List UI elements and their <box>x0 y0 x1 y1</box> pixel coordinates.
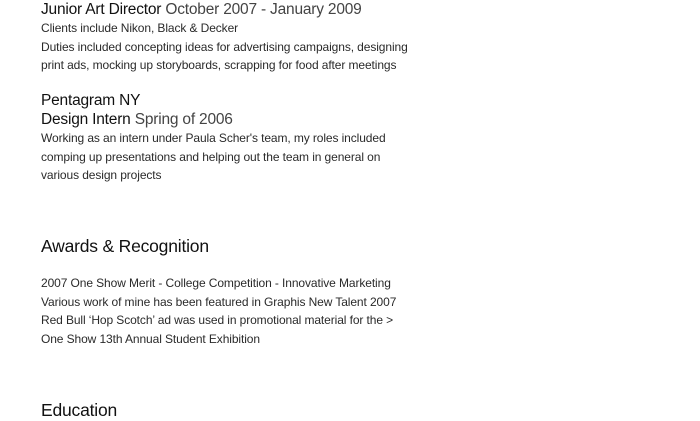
job-company: Pentagram NY <box>41 92 141 109</box>
job-line: Clients include Nikon, Black & Decker <box>41 21 239 35</box>
job-entry-junior-art-director <box>41 0 408 75</box>
job-line: various design projects <box>41 168 162 182</box>
job-line: Duties included concepting ideas for advertising campaigns, designing <box>41 39 408 54</box>
job-description <box>41 19 408 75</box>
job-period: Spring of 2006 <box>134 111 233 128</box>
section-title-education: Education <box>41 400 118 420</box>
job-heading <box>41 110 386 129</box>
job-line: print ads, mocking up storyboards, scrapping for food after meetings <box>41 58 397 72</box>
education-section <box>41 399 117 421</box>
awards-section <box>41 235 396 348</box>
job-title: Design Intern <box>41 111 131 128</box>
award-line: Red Bull ‘Hop Scotch’ ad was used in promotional material for the > <box>41 313 394 327</box>
award-line: Various work of mine has been featured in Graphis New Talent 2007 <box>41 294 397 309</box>
awards-list <box>41 274 396 348</box>
job-period: October 2007 - January 2009 <box>165 1 362 18</box>
job-title: Junior Art Director <box>41 1 162 18</box>
award-line: 2007 One Show Merit - College Competition - Innovative Marketing <box>41 276 391 290</box>
job-entry-pentagram <box>41 91 386 185</box>
section-title-awards: Awards & Recognition <box>41 236 209 256</box>
job-heading <box>41 0 408 19</box>
award-line: One Show 13th Annual Student Exhibition <box>41 331 260 346</box>
job-line: Working as an intern under Paula Scher's team, my roles included <box>41 131 386 145</box>
job-description <box>41 129 386 185</box>
job-line: comping up presentations and helping out the team in general on <box>41 149 381 164</box>
